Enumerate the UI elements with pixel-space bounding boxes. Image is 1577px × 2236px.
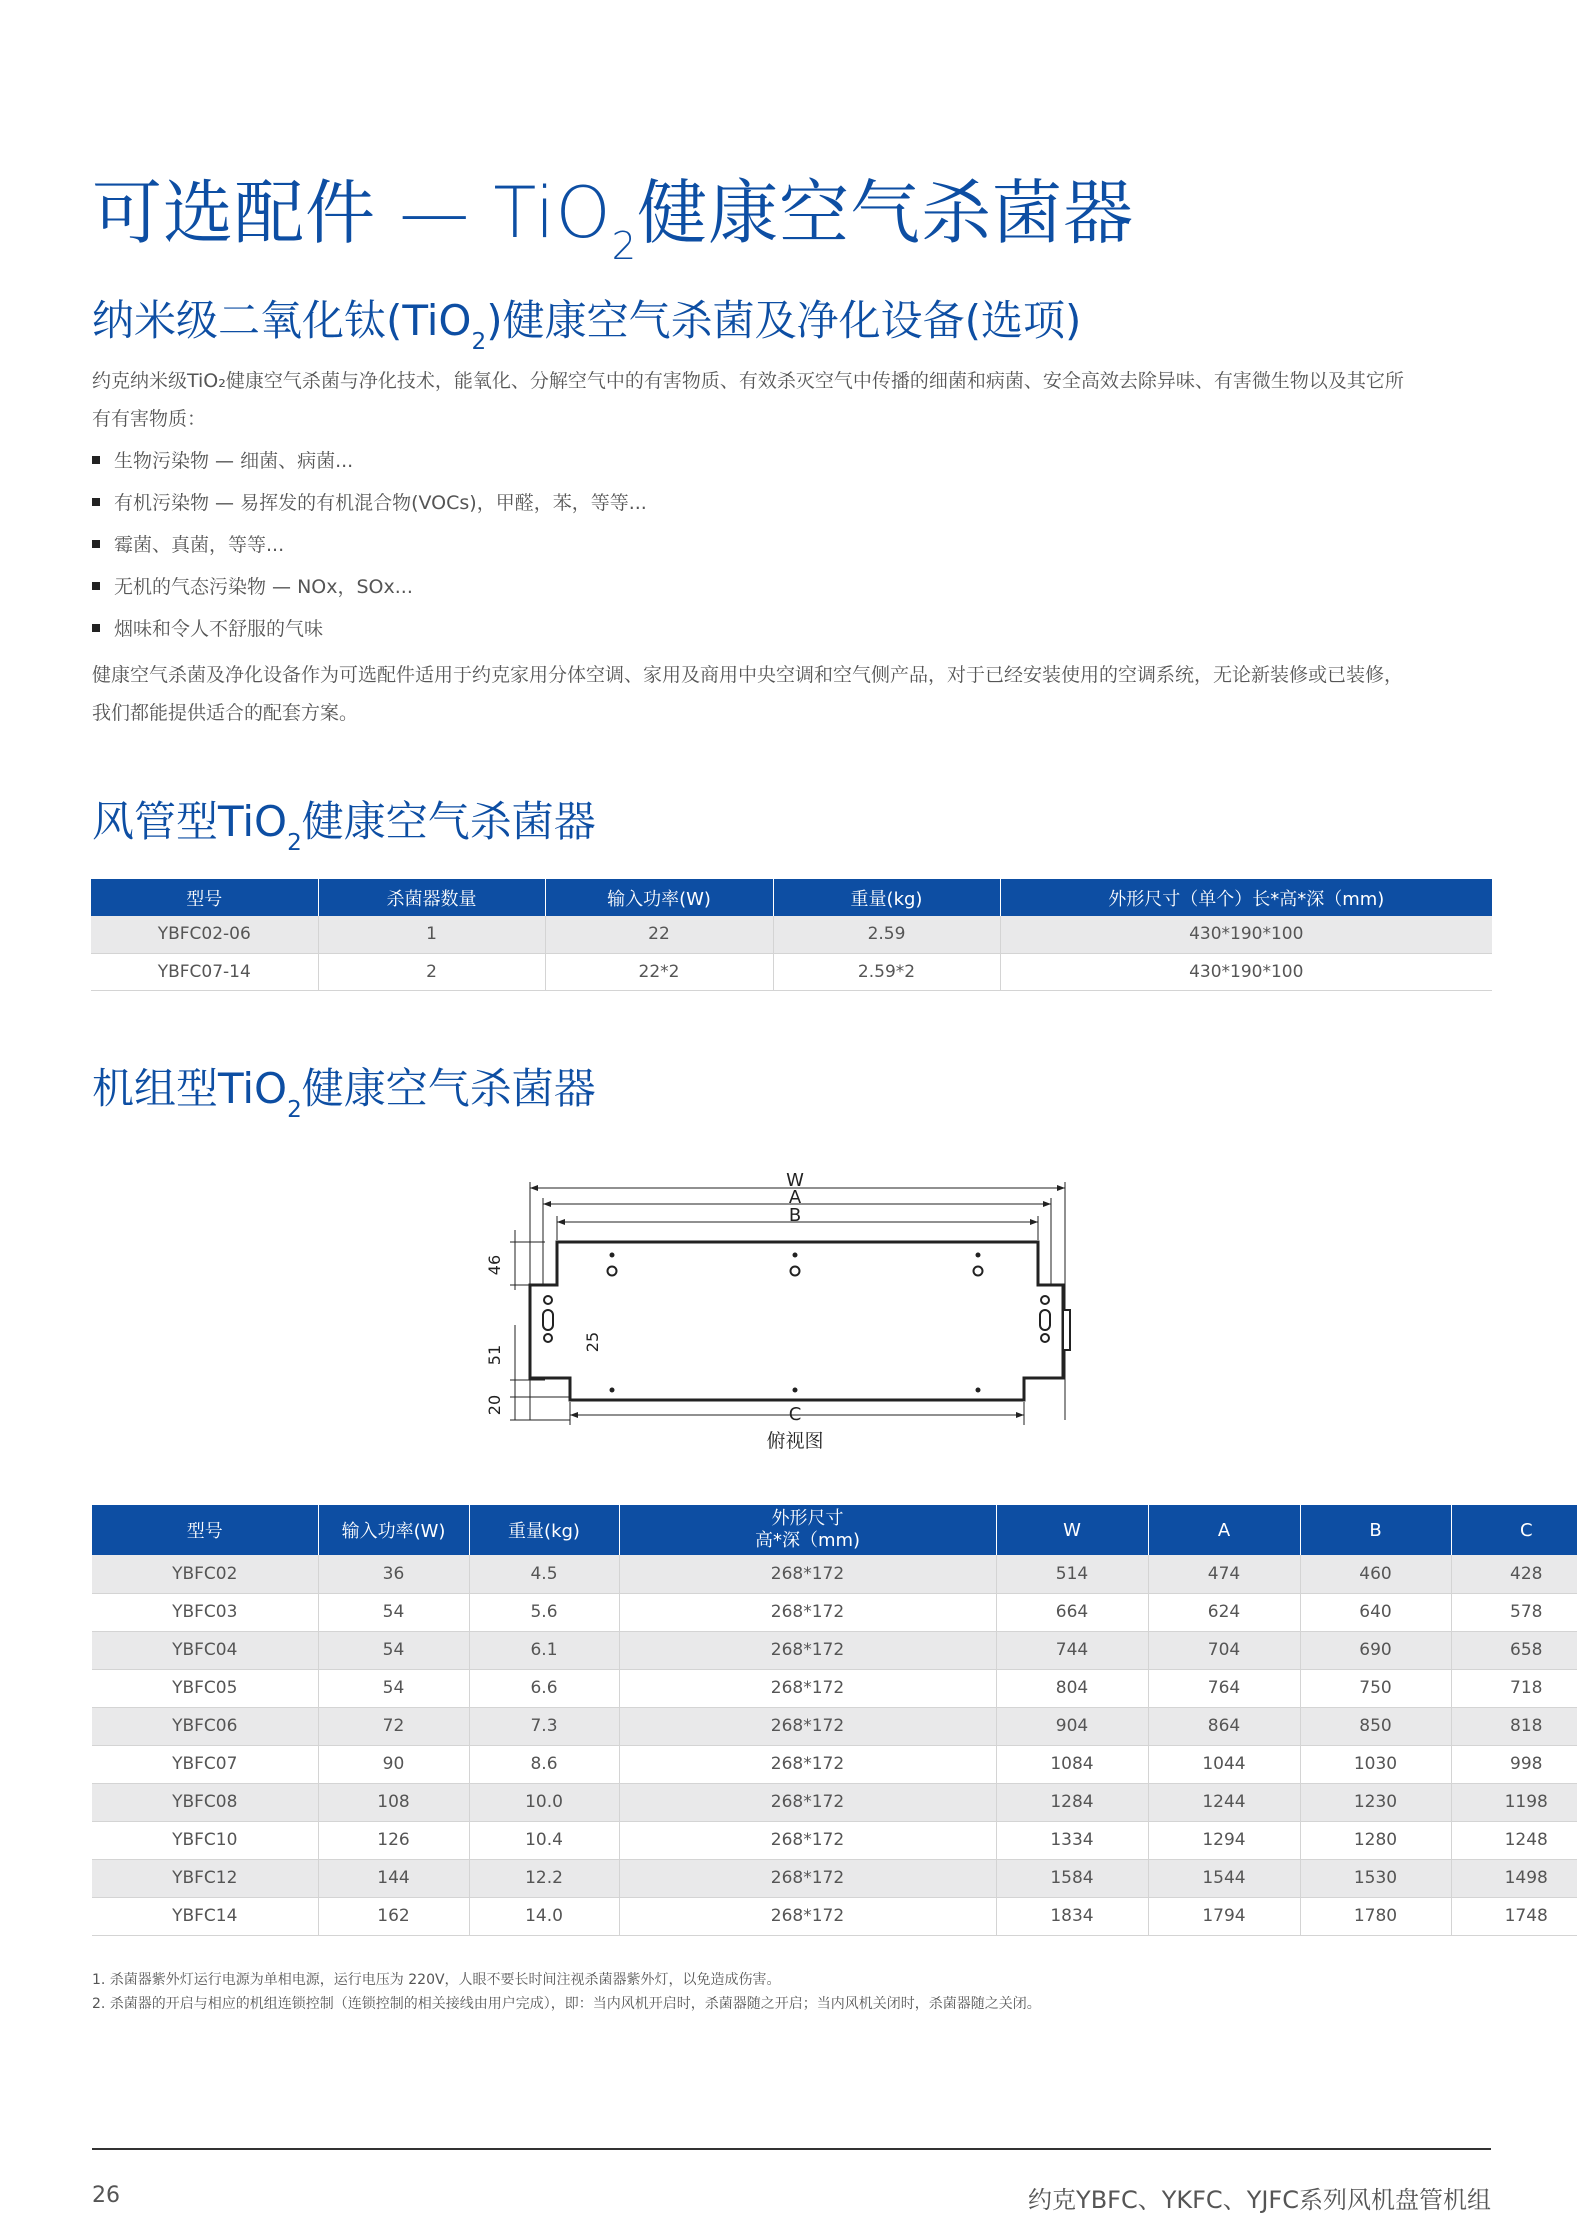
table-cell: 1030	[1300, 1745, 1451, 1783]
table-cell: YBFC05	[92, 1669, 318, 1707]
table-cell: 704	[1148, 1631, 1300, 1669]
table-cell: 54	[318, 1669, 469, 1707]
table-cell: 1284	[996, 1783, 1148, 1821]
list-item: 有机污染物 — 易挥发的有机混合物(VOCs)，甲醛，苯，等等...	[92, 482, 647, 524]
column-header: A	[1148, 1505, 1300, 1555]
table-cell: 1834	[996, 1897, 1148, 1935]
table-cell: 1280	[1300, 1821, 1451, 1859]
table-cell: 7.3	[469, 1707, 619, 1745]
column-header: 外形尺寸（单个）长*高*深（mm)	[1000, 879, 1492, 916]
table-cell: 1044	[1148, 1745, 1300, 1783]
table-cell: 1198	[1451, 1783, 1577, 1821]
table-cell: 268*172	[619, 1631, 996, 1669]
table-cell: 54	[318, 1631, 469, 1669]
list-item: 生物污染物 — 细菌、病菌...	[92, 440, 647, 482]
table-cell: YBFC08	[92, 1783, 318, 1821]
table-cell: 268*172	[619, 1707, 996, 1745]
table-cell: 640	[1300, 1593, 1451, 1631]
page-title: 可选配件 — TiO$_2$健康空气杀菌器	[92, 172, 1135, 269]
table-cell: 428	[1451, 1555, 1577, 1593]
table-cell: 6.1	[469, 1631, 619, 1669]
table-row	[91, 953, 1492, 990]
table-row	[92, 1897, 1577, 1935]
table-cell: 2.59*2	[773, 953, 1000, 990]
table-cell: 764	[1148, 1669, 1300, 1707]
table-cell: 108	[318, 1783, 469, 1821]
table-cell: 430*190*100	[1000, 953, 1492, 990]
table-cell: 4.5	[469, 1555, 619, 1593]
table-cell: 658	[1451, 1631, 1577, 1669]
label-51: 51	[485, 1344, 504, 1366]
table-cell: 750	[1300, 1669, 1451, 1707]
table-row	[92, 1669, 1577, 1707]
table-cell: YBFC14	[92, 1897, 318, 1935]
table-cell: YBFC12	[92, 1859, 318, 1897]
table-cell: 474	[1148, 1555, 1300, 1593]
unit-heading: 机组型TiO$_2$健康空气杀菌器	[92, 1064, 596, 1123]
column-header: 杀菌器数量	[318, 879, 545, 916]
table-cell: 126	[318, 1821, 469, 1859]
column-header: 重量(kg)	[469, 1505, 619, 1555]
table-cell: 10.0	[469, 1783, 619, 1821]
table-cell: YBFC04	[92, 1631, 318, 1669]
table-row	[91, 916, 1492, 953]
column-header: B	[1300, 1505, 1451, 1555]
table-cell: 1748	[1451, 1897, 1577, 1935]
table-cell: 1294	[1148, 1821, 1300, 1859]
label-a: A	[788, 1187, 802, 1208]
table-row	[92, 1707, 1577, 1745]
table-cell: 6.6	[469, 1669, 619, 1707]
table-cell: 690	[1300, 1631, 1451, 1669]
table-cell: 1334	[996, 1821, 1148, 1859]
duct-spec-table	[91, 879, 1492, 991]
footnotes	[92, 1968, 1041, 2016]
column-header: 外形尺寸 高*深（mm)	[619, 1505, 996, 1555]
table-cell: 744	[996, 1631, 1148, 1669]
table-row	[92, 1783, 1577, 1821]
table-cell: 1584	[996, 1859, 1148, 1897]
table-cell: 1084	[996, 1745, 1148, 1783]
table-cell: 268*172	[619, 1593, 996, 1631]
table-cell: 1794	[1148, 1897, 1300, 1935]
table-cell: YBFC02-06	[91, 916, 318, 953]
label-b: B	[788, 1205, 802, 1226]
label-20: 20	[485, 1394, 504, 1416]
list-item: 烟味和令人不舒服的气味	[92, 608, 647, 650]
application-paragraph: 健康空气杀菌及净化设备作为可选配件适用于约克家用分体空调、家用及商用中央空调和空气侧产品，对于已经安装使用的空调系统，无论新装修或已装修，我们都能提供适合的配套方案。	[92, 664, 1404, 724]
footnote: 1. 杀菌器紫外灯运行电源为单相电源，运行电压为 220V，人眼不要长时间注视杀菌器紫外灯，以免造成伤害。	[92, 1972, 781, 1988]
table-cell: YBFC03	[92, 1593, 318, 1631]
table-cell: 36	[318, 1555, 469, 1593]
table-cell: 22*2	[545, 953, 773, 990]
table-cell: 864	[1148, 1707, 1300, 1745]
table-cell: 804	[996, 1669, 1148, 1707]
label-w: W	[786, 1170, 804, 1191]
label-c: C	[788, 1404, 802, 1425]
table-cell: 268*172	[619, 1555, 996, 1593]
duct-heading: 风管型TiO$_2$健康空气杀菌器	[92, 797, 596, 856]
column-header: 型号	[91, 879, 318, 916]
table-cell: 718	[1451, 1669, 1577, 1707]
intro-paragraph: 约克纳米级TiO₂健康空气杀菌与净化技术，能氧化、分解空气中的有害物质、有效杀灭空气中传播的细菌和病菌、安全高效去除异味、有害微生物以及其它所有有害物质：	[92, 370, 1404, 430]
table-cell: 1244	[1148, 1783, 1300, 1821]
footer-divider	[92, 2148, 1491, 2150]
top-view-diagram	[470, 1160, 1110, 1460]
table-cell: 1544	[1148, 1859, 1300, 1897]
table-row	[92, 1555, 1577, 1593]
table-row	[92, 1821, 1577, 1859]
unit-spec-table	[92, 1505, 1577, 1936]
table-cell: 10.4	[469, 1821, 619, 1859]
table-cell: 2.59	[773, 916, 1000, 953]
table-cell: 12.2	[469, 1859, 619, 1897]
table-cell: 664	[996, 1593, 1148, 1631]
table-cell: 460	[1300, 1555, 1451, 1593]
table-cell: 268*172	[619, 1897, 996, 1935]
table-cell: 514	[996, 1555, 1148, 1593]
table-cell: 14.0	[469, 1897, 619, 1935]
label-46: 46	[485, 1254, 504, 1276]
table-row	[92, 1593, 1577, 1631]
table-cell: 1498	[1451, 1859, 1577, 1897]
table-cell: 54	[318, 1593, 469, 1631]
column-header: 输入功率(W)	[545, 879, 773, 916]
table-cell: 268*172	[619, 1783, 996, 1821]
table-cell: 430*190*100	[1000, 916, 1492, 953]
table-cell: 904	[996, 1707, 1148, 1745]
column-header: 重量(kg)	[773, 879, 1000, 916]
table-cell: 1530	[1300, 1859, 1451, 1897]
table-cell: YBFC07	[92, 1745, 318, 1783]
table-cell: 8.6	[469, 1745, 619, 1783]
table-cell: 268*172	[619, 1859, 996, 1897]
column-header: 输入功率(W)	[318, 1505, 469, 1555]
table-cell: 850	[1300, 1707, 1451, 1745]
table-cell: 268*172	[619, 1745, 996, 1783]
table-cell: 1	[318, 916, 545, 953]
table-cell: 578	[1451, 1593, 1577, 1631]
list-item: 霉菌、真菌，等等...	[92, 524, 647, 566]
table-cell: 90	[318, 1745, 469, 1783]
intro-heading: 纳米级二氧化钛(TiO$_2$)健康空气杀菌及净化设备(选项)	[92, 296, 1082, 355]
table-row	[92, 1859, 1577, 1897]
footer-title: 约克YBFC、YKFC、YJFC系列风机盘管机组	[1028, 2186, 1491, 2214]
pollutant-list	[92, 440, 647, 650]
footnote: 2. 杀菌器的开启与相应的机组连锁控制（连锁控制的相关接线由用户完成），即：当内风机开启时，杀菌器随之开启；当内风机关闭时，杀菌器随之关闭。	[92, 1996, 1041, 2012]
column-header: W	[996, 1505, 1148, 1555]
table-cell: 818	[1451, 1707, 1577, 1745]
table-cell: 162	[318, 1897, 469, 1935]
table-cell: 268*172	[619, 1669, 996, 1707]
table-cell: YBFC10	[92, 1821, 318, 1859]
table-row	[92, 1745, 1577, 1783]
table-cell: 624	[1148, 1593, 1300, 1631]
table-cell: 1780	[1300, 1897, 1451, 1935]
table-cell: 1248	[1451, 1821, 1577, 1859]
table-cell: 1230	[1300, 1783, 1451, 1821]
table-cell: 998	[1451, 1745, 1577, 1783]
housing-outline	[530, 1242, 1063, 1400]
table-cell: 72	[318, 1707, 469, 1745]
table-cell: 2	[318, 953, 545, 990]
column-header: C	[1451, 1505, 1577, 1555]
table-cell: 22	[545, 916, 773, 953]
table-header	[91, 879, 1492, 916]
table-cell: 5.6	[469, 1593, 619, 1631]
table-cell: 268*172	[619, 1821, 996, 1859]
table-row	[92, 1631, 1577, 1669]
diagram-caption: 俯视图	[766, 1430, 824, 1452]
label-25: 25	[583, 1331, 602, 1353]
table-cell: 144	[318, 1859, 469, 1897]
table-cell: YBFC07-14	[91, 953, 318, 990]
table-header	[92, 1505, 1577, 1555]
column-header: 型号	[92, 1505, 318, 1555]
list-item: 无机的气态污染物 — NOx，SOx...	[92, 566, 647, 608]
table-cell: YBFC02	[92, 1555, 318, 1593]
table-cell: YBFC06	[92, 1707, 318, 1745]
page-number: 26	[92, 2183, 120, 2208]
